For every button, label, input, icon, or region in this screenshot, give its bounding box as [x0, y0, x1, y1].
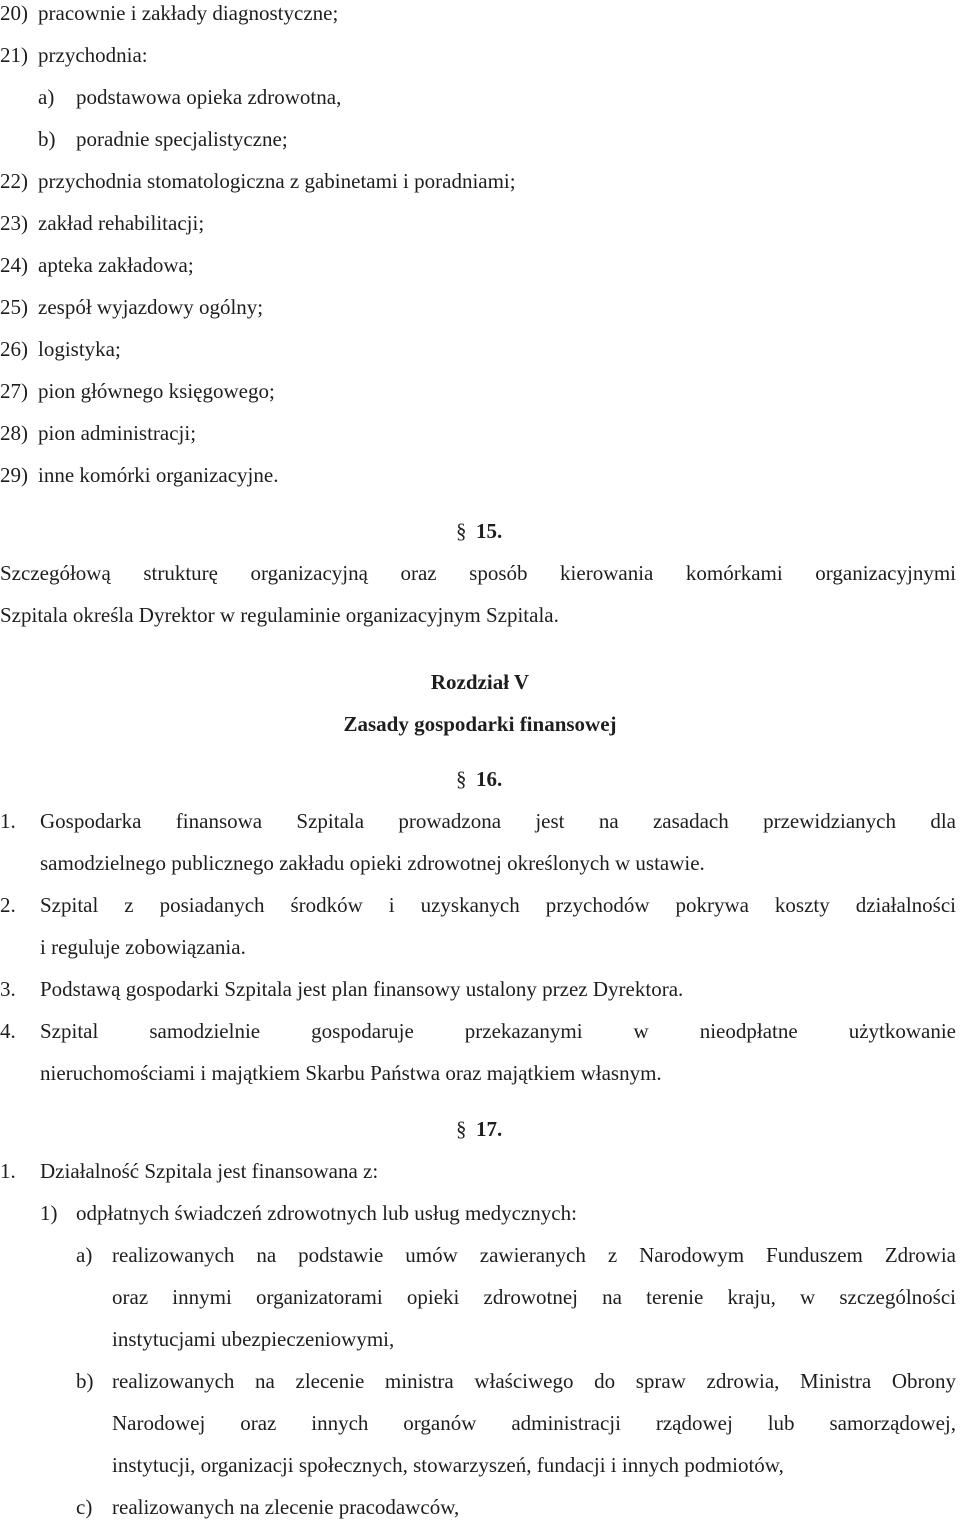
section-15-heading — [456, 518, 502, 544]
list-item — [0, 462, 278, 488]
list-item-text: apteka zakładowa; — [38, 253, 194, 277]
list-item-text: logistyka; — [38, 337, 121, 361]
section-sign: § — [456, 1117, 467, 1141]
paragraph-number: 2. — [0, 893, 16, 917]
list-subitem-line: Narodowej oraz innych organów administracji rządowej lub samorządowej, — [112, 1411, 956, 1435]
section-17-heading — [456, 1116, 502, 1142]
list-item-number: 24) — [0, 253, 28, 277]
list-subitem-letter: b) — [76, 1369, 94, 1393]
list-subitem-line: realizowanych na zlecenie ministra właściwego do spraw zdrowia, Ministra Obrony — [112, 1369, 956, 1393]
list-item — [0, 252, 194, 278]
list-subitem-line: instytucjami ubezpieczeniowymi, — [112, 1327, 395, 1351]
list-item-number: 20) — [0, 1, 28, 25]
list-item — [0, 420, 196, 446]
paragraph-number: 1. — [0, 809, 16, 833]
section-16-heading — [456, 766, 502, 792]
section-number: 17. — [476, 1117, 503, 1141]
paragraph-line: samodzielnego publicznego zakładu opieki zdrowotnej określonych w ustawie. — [40, 851, 705, 875]
list-subitem-text: poradnie specjalistyczne; — [76, 127, 288, 151]
section-sign: § — [456, 519, 467, 543]
list-item-number: 1) — [40, 1201, 58, 1225]
chapter-title: Rozdział V — [430, 670, 530, 694]
list-subitem — [38, 126, 288, 152]
list-item-text: inne komórki organizacyjne. — [38, 463, 279, 487]
list-item — [0, 210, 204, 236]
list-item-number: 26) — [0, 337, 28, 361]
list-item-number: 25) — [0, 295, 28, 319]
list-subitem-letter: b) — [38, 127, 56, 151]
list-item — [0, 0, 338, 26]
list-subitem-line: instytucji, organizacji społecznych, stowarzyszeń, fundacji i innych podmiotów, — [112, 1453, 784, 1477]
list-subitem-text: podstawowa opieka zdrowotna, — [76, 85, 342, 109]
section-number: 15. — [476, 519, 503, 543]
list-item — [0, 42, 148, 68]
paragraph-line: Szpital samodzielnie gospodaruje przekazanymi w nieodpłatne użytkowanie — [40, 1019, 956, 1043]
paragraph-number: 4. — [0, 1019, 16, 1043]
paragraph-line: i reguluje zobowiązania. — [40, 935, 246, 959]
paragraph-line: Podstawą gospodarki Szpitala jest plan finansowy ustalony przez Dyrektora. — [40, 977, 684, 1001]
section-number: 16. — [476, 767, 503, 791]
list-item-number: 28) — [0, 421, 28, 445]
list-item-text: pion administracji; — [38, 421, 197, 445]
paragraph-line: Działalność Szpitala jest finansowana z: — [40, 1159, 379, 1183]
list-subitem-line: oraz innymi organizatorami opieki zdrowotnej na terenie kraju, w szczególności — [112, 1285, 956, 1309]
paragraph-line: nieruchomościami i majątkiem Skarbu Państwa oraz majątkiem własnym. — [40, 1061, 662, 1085]
list-item-number: 21) — [0, 43, 28, 67]
list-item-text: zakład rehabilitacji; — [38, 211, 205, 235]
list-item — [0, 378, 275, 404]
list-item — [0, 336, 121, 362]
list-item — [0, 168, 516, 194]
paragraph-number: 3. — [0, 977, 16, 1001]
list-item-text: przychodnia stomatologiczna z gabinetami i poradniami; — [38, 169, 516, 193]
list-item-number: 23) — [0, 211, 28, 235]
paragraph-line: Szczegółową strukturę organizacyjną oraz sposób kierowania komórkami organizacyjnymi — [0, 561, 956, 585]
list-item — [0, 294, 263, 320]
paragraph-line: Szpitala określa Dyrektor w regulaminie organizacyjnym Szpitala. — [0, 603, 559, 627]
list-item-number: 27) — [0, 379, 28, 403]
list-subitem-letter: c) — [76, 1495, 93, 1519]
list-subitem-line: realizowanych na podstawie umów zawieranych z Narodowym Funduszem Zdrowia — [112, 1243, 956, 1267]
chapter-subtitle: Zasady gospodarki finansowej — [343, 712, 617, 736]
list-item-text: przychodnia: — [38, 43, 148, 67]
list-item-text: zespół wyjazdowy ogólny; — [38, 295, 264, 319]
paragraph-line: Gospodarka finansowa Szpitala prowadzona jest na zasadach przewidzianych dla — [40, 809, 956, 833]
list-subitem-line: realizowanych na zlecenie pracodawców, — [112, 1495, 460, 1519]
list-subitem-letter: a) — [38, 85, 55, 109]
paragraph-line: Szpital z posiadanych środków i uzyskanych przychodów pokrywa koszty działalności — [40, 893, 956, 917]
list-item-text: pion głównego księgowego; — [38, 379, 275, 403]
list-item-number: 22) — [0, 169, 28, 193]
list-subitem — [38, 84, 341, 110]
list-item-text: odpłatnych świadczeń zdrowotnych lub usług medycznych: — [76, 1201, 577, 1225]
list-item-number: 29) — [0, 463, 28, 487]
section-sign: § — [456, 767, 467, 791]
list-item-text: pracownie i zakłady diagnostyczne; — [38, 1, 339, 25]
list-subitem-letter: a) — [76, 1243, 93, 1267]
paragraph-number: 1. — [0, 1159, 16, 1183]
